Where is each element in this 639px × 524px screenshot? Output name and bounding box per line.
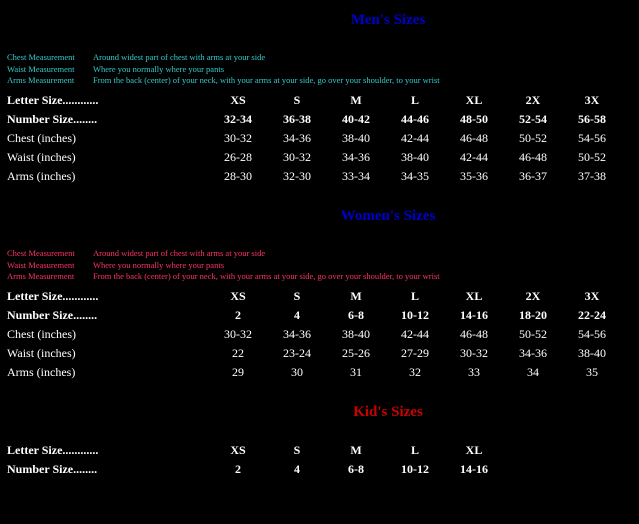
definition-description: From the back (center) of your neck, with your arms at your side, go over your shoulder, to your wrist [93,75,440,85]
size-cell: 34-36 [519,346,547,360]
mens-sizes-title: Men's Sizes [350,12,426,28]
size-cell: 36-37 [519,169,547,183]
size-cell: 4 [294,462,300,476]
size-cell: 50-52 [519,327,547,341]
definition-description: Around widest part of chest with arms at your side [93,248,266,258]
size-cell: 2X [525,93,541,107]
size-row-waist-inches [0,148,639,167]
row-label: Letter Size............ [7,289,99,303]
size-cell: 10-12 [401,462,429,476]
size-cell: 34-36 [283,327,311,341]
row-label: Number Size........ [7,462,98,476]
size-row-arms-inches [0,363,639,382]
definition-term: Waist Measurement [7,259,75,270]
size-cell: 27-29 [401,346,429,360]
size-cell: M [350,93,362,107]
womens-sizes-title: Women's Sizes [340,208,436,224]
row-label: Letter Size............ [7,443,99,457]
size-cell: S [293,93,301,107]
size-cell: 31 [350,365,362,379]
definition-term: Chest Measurement [7,248,75,258]
size-cell: 34-36 [283,131,311,145]
row-label: Chest (inches) [7,131,76,145]
row-label: Letter Size............ [7,93,99,107]
size-cell: 33 [468,365,480,379]
size-cell: 10-12 [401,308,429,322]
size-cell: 50-52 [519,131,547,145]
definition-description: Around widest part of chest with arms at your side [93,52,266,62]
definition-term: Chest Measurement [7,52,75,62]
size-cell: 18-20 [519,308,547,322]
size-cell: 35-36 [460,169,488,183]
size-cell: 2 [235,308,241,322]
size-cell: 56-58 [578,112,606,126]
size-cell: S [293,289,301,303]
size-cell: 46-48 [460,327,488,341]
size-cell: L [410,443,419,457]
size-row-letter-size [0,441,639,460]
size-cell: XS [230,289,246,303]
size-cell: 38-40 [342,131,370,145]
size-cell: XS [230,93,246,107]
size-cell: 38-40 [342,327,370,341]
size-cell: 25-26 [342,346,370,360]
size-cell: 22 [232,346,244,360]
row-label: Number Size........ [7,112,98,126]
size-cell: 4 [294,308,300,322]
definition-term: Arms Measurement [7,75,75,85]
size-row-number-size [0,460,639,479]
size-cell: 50-52 [578,150,606,164]
size-row-number-size [0,110,639,129]
size-cell: 36-38 [283,112,311,126]
row-label: Chest (inches) [7,327,76,341]
size-cell: L [410,289,419,303]
definition-description: Where you normally where your pants [93,63,224,74]
size-cell: XL [465,93,483,107]
size-cell: M [350,443,362,457]
size-cell: 40-42 [342,112,370,126]
row-label: Number Size........ [7,308,98,322]
size-cell: 6-8 [348,308,364,322]
size-cell: 30-32 [283,150,311,164]
row-label: Waist (inches) [7,346,76,360]
kids-sizes-title: Kid's Sizes [353,404,423,420]
size-cell: 38-40 [401,150,429,164]
size-cell: 34-36 [342,150,370,164]
size-cell: 54-56 [578,327,606,341]
size-cell: 32 [409,365,421,379]
size-row-chest-inches [0,129,639,148]
size-cell: 33-34 [342,169,370,183]
size-cell: 30 [291,365,303,379]
size-cell: 46-48 [460,131,488,145]
size-cell: 29 [232,365,244,379]
mens-size-table [0,91,639,186]
size-cell: XS [230,443,246,457]
size-row-number-size [0,306,639,325]
size-row-letter-size [0,91,639,110]
size-cell: 34 [527,365,539,379]
size-cell: 38-40 [578,346,606,360]
row-label: Arms (inches) [7,169,76,183]
row-label: Arms (inches) [7,365,76,379]
size-row-chest-inches [0,325,639,344]
definition-description: Where you normally where your pants [93,259,224,270]
size-cell: 30-32 [224,327,252,341]
size-cell: 42-44 [401,131,429,145]
size-cell: 37-38 [578,169,606,183]
size-cell: 28-30 [224,169,252,183]
size-cell: 48-50 [460,112,488,126]
size-cell: XL [465,443,483,457]
size-cell: 6-8 [348,462,364,476]
size-cell: 44-46 [401,112,429,126]
size-cell: 32-30 [283,169,311,183]
size-cell: 2X [525,289,541,303]
size-cell: 2 [235,462,241,476]
kids-size-table [0,441,639,479]
definition-description: From the back (center) of your neck, with your arms at your side, go over your shoulder, to your wrist [93,271,440,281]
size-cell: 34-35 [401,169,429,183]
size-cell: M [350,289,362,303]
size-cell: 23-24 [283,346,311,360]
size-cell: XL [465,289,483,303]
definition-term: Arms Measurement [7,271,75,281]
size-cell: 30-32 [460,346,488,360]
size-cell: L [410,93,419,107]
size-row-arms-inches [0,167,639,186]
size-cell: 52-54 [519,112,547,126]
size-cell: 26-28 [224,150,252,164]
size-cell: 3X [584,93,600,107]
size-row-letter-size [0,287,639,306]
size-cell: 14-16 [460,308,488,322]
size-cell: 32-34 [224,112,252,126]
size-cell: 35 [586,365,598,379]
row-label: Waist (inches) [7,150,76,164]
size-cell: 46-48 [519,150,547,164]
size-cell: 54-56 [578,131,606,145]
size-cell: S [293,443,301,457]
definition-term: Waist Measurement [7,63,75,74]
womens-size-table [0,287,639,382]
size-cell: 30-32 [224,131,252,145]
size-cell: 3X [584,289,600,303]
size-cell: 42-44 [401,327,429,341]
size-cell: 14-16 [460,462,488,476]
size-cell: 42-44 [460,150,488,164]
size-row-waist-inches [0,344,639,363]
size-cell: 22-24 [578,308,606,322]
